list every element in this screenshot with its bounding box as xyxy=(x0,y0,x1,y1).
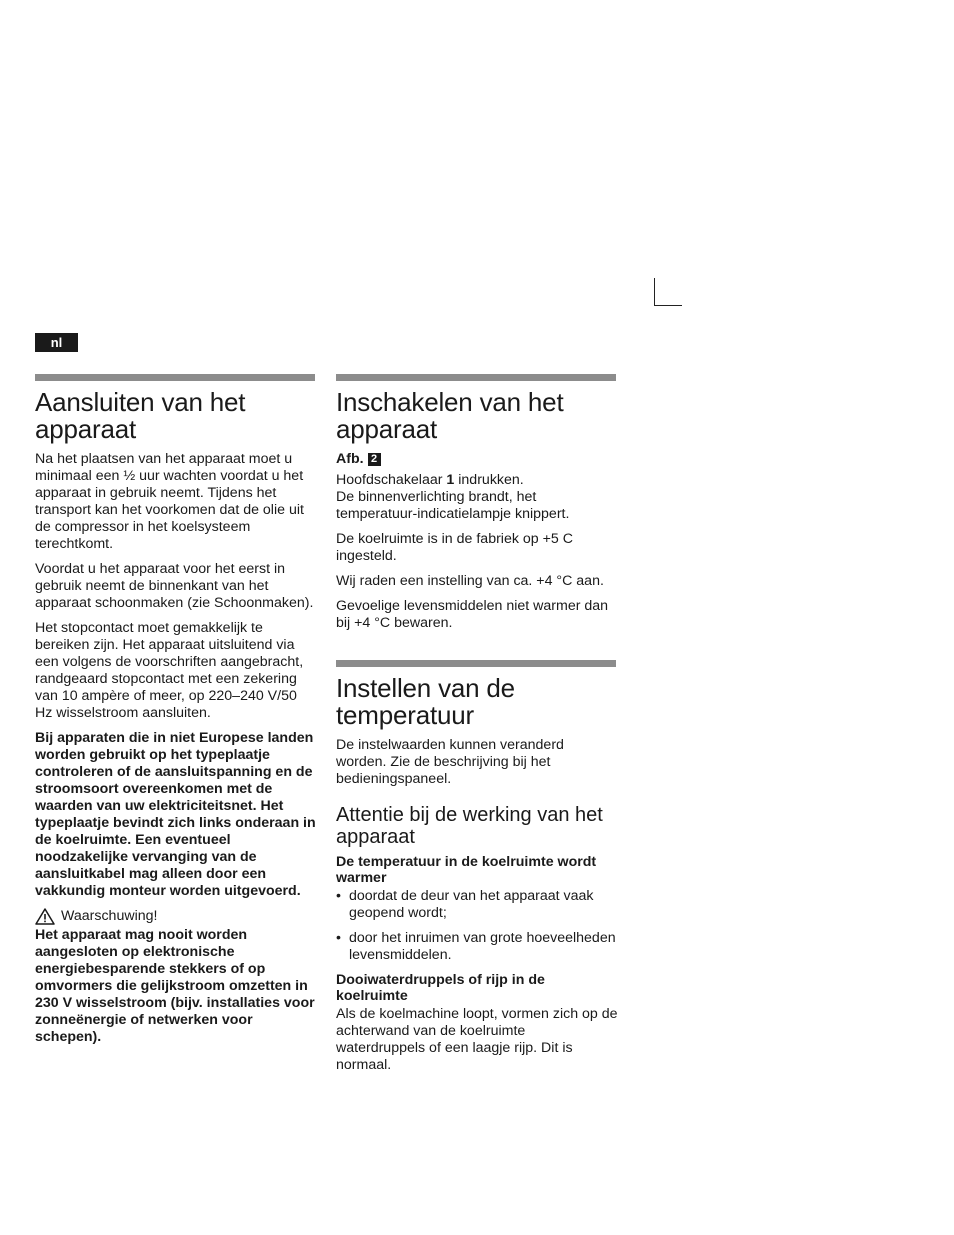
paragraph: De instelwaarden kunnen veranderd worden. Zie de beschrijving bij het bedieningspaneel. xyxy=(336,737,564,787)
language-badge: nl xyxy=(35,333,78,352)
step-paragraph xyxy=(336,472,618,523)
step-line-2: De binnenverlichting brandt, het temperatuur-indicatielampje knippert. xyxy=(336,489,570,522)
section-divider-bar xyxy=(336,374,616,381)
subsection-title-attention: Attentie bij de werking van het apparaat xyxy=(336,804,603,848)
figure-label: Afb. xyxy=(336,451,364,467)
left-column xyxy=(35,374,317,1054)
warning-text: Het apparaat mag nooit worden aangesloten op elektronische energiebesparende stekkers of op omvormers die gelijkstroom omzetten in 230 V wisselstroom (bijv. installaties voor zonneënergie of netwerken voor schepen). xyxy=(35,927,315,1045)
paragraph: De koelruimte is in de fabriek op +5 C ingesteld. xyxy=(336,531,573,564)
warning-triangle-icon xyxy=(35,908,55,925)
list-item: • doordat de deur van het apparaat vaak geopend wordt; xyxy=(336,888,618,922)
step-prefix: Hoofdschakelaar xyxy=(336,472,443,488)
subhead-frost: Dooiwaterdruppels of rijp in de koelruimte xyxy=(336,972,545,1004)
figure-number-badge: 2 xyxy=(368,453,381,466)
warning-label: Waarschuwing! xyxy=(61,908,158,924)
paragraph: Het stopcontact moet gemakkelijk te bereiken zijn. Het apparaat uitsluitend via een volgens de voorschriften aangebracht, randgeaard stopcontact met een zekering van 10 ampère of meer, op 220–240 V/50 Hz wisselstroom aansluiten. xyxy=(35,620,304,721)
section-set-temperature xyxy=(336,660,618,1074)
figure-reference xyxy=(336,451,618,468)
section-title-set-temperature: Instellen van de temperatuur xyxy=(336,673,515,730)
bullet-list xyxy=(336,888,618,964)
subhead-temperature-rise: De temperatuur in de koelruimte wordt warmer xyxy=(336,854,597,886)
warning-heading xyxy=(35,908,317,925)
right-column xyxy=(336,374,618,1082)
paragraph: Wij raden een instelling van ca. +4 °C aan. xyxy=(336,573,604,589)
step-number: 1 xyxy=(446,472,455,488)
paragraph: Gevoelige levensmiddelen niet warmer dan bij +4 °C bewaren. xyxy=(336,598,609,631)
crop-mark xyxy=(654,278,682,306)
paragraph: Voordat u het apparaat voor het eerst in gebruik neemt de binnenkant van het apparaat schoonmaken (zie Schoonmaken). xyxy=(35,561,314,611)
paragraph: Na het plaatsen van het apparaat moet u minimaal een ½ uur wachten voordat u het apparaat in gebruik neemt. Tijdens het transport kan het voorkomen dat de olie uit de compressor in het koelsysteem terechtkomt. xyxy=(35,451,304,552)
list-item: • door het inruimen van grote hoeveelheden levensmiddelen. xyxy=(336,930,618,964)
section-title-switch-on: Inschakelen van het apparaat xyxy=(336,387,564,444)
section-title-connecting: Aansluiten van het apparaat xyxy=(35,387,246,444)
section-divider-bar xyxy=(35,374,315,381)
bold-notice-paragraph: Bij apparaten die in niet Europese landen worden gebruikt op het typeplaatje controleren of de aansluitspanning en de stroomsoort overeenkomen met de waarden van uw elektriciteitsnet. Het typeplaatje bevindt zich links onderaan in de koelruimte. Een eventueel noodzakelijke vervanging van de aansluitkabel mag alleen door een vakkundig monteur worden uitgevoerd. xyxy=(35,730,316,899)
paragraph: Als de koelmachine loopt, vormen zich op de achterwand van de koelruimte waterdruppels of een laagje rijp. Dit is normaal. xyxy=(336,1006,618,1073)
section-divider-bar xyxy=(336,660,616,667)
step-suffix: indrukken. xyxy=(458,472,524,488)
